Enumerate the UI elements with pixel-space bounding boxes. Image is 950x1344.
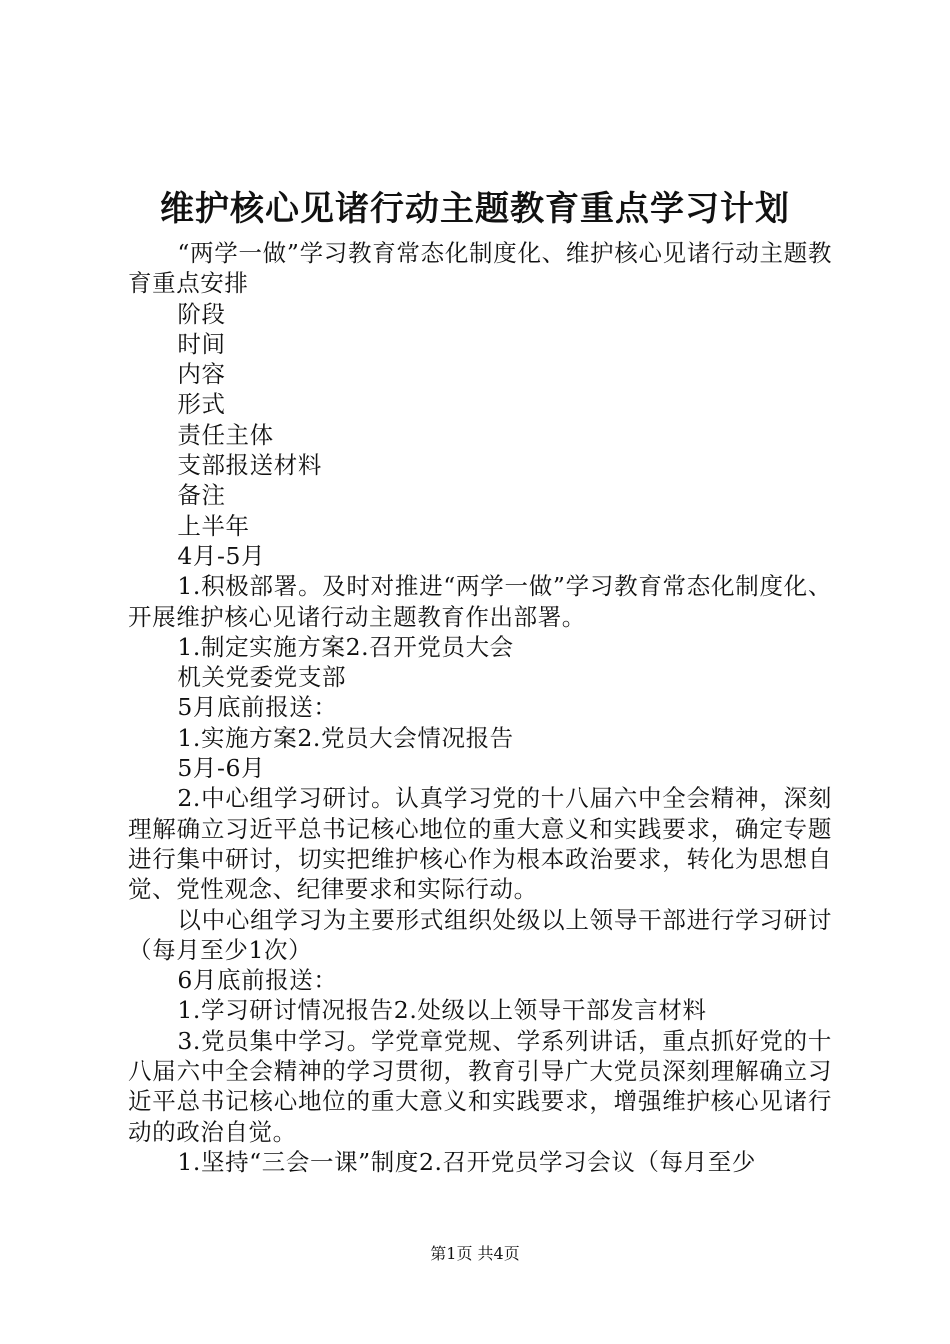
paragraph: 支部报送材料 xyxy=(177,451,322,480)
paragraph: 1.实施方案2.党员大会情况报告 xyxy=(177,723,514,752)
paragraph: 备注 xyxy=(177,481,226,510)
paragraph: 6月底前报送： xyxy=(177,966,338,995)
paragraph: 1.积极部署。及时对推进“两学一做”学习教育常态化制度化、开展维护核心见诸行动主题教育作出部署。 xyxy=(128,572,832,631)
paragraph: 阶段 xyxy=(177,299,226,328)
paragraph: 2.中心组学习研讨。认真学习党的十八届六中全会精神，深刻理解确立习近平总书记核心地位的重大意义和实践要求，确定专题进行集中研讨，切实把维护核心作为根本政治要求，转化为思想自觉、党性观念、纪律要求和实际行动。 xyxy=(128,784,832,904)
paragraph: 5月底前报送： xyxy=(177,693,338,722)
document-title: 维护核心见诸行动主题教育重点学习计划 xyxy=(160,189,790,229)
paragraph: “两学一做”学习教育常态化制度化、维护核心见诸行动主题教育重点安排 xyxy=(128,239,832,298)
paragraph: 机关党委党支部 xyxy=(177,663,347,692)
paragraph: 形式 xyxy=(177,390,226,419)
paragraph: 以中心组学习为主要形式组织处级以上领导干部进行学习研讨（每月至少1次） xyxy=(128,905,832,964)
paragraph: 5月-6月 xyxy=(177,754,266,783)
paragraph: 4月-5月 xyxy=(177,541,266,570)
paragraph: 时间 xyxy=(177,329,226,358)
paragraph: 责任主体 xyxy=(177,420,274,449)
document-body xyxy=(128,238,832,1177)
paragraph: 3.党员集中学习。学党章党规、学系列讲话，重点抓好党的十八届六中全会精神的学习贯彻，教育引导广大党员深刻理解确立习近平总书记核心地位的重大意义和实践要求，增强维护核心见诸行动的政治自觉。 xyxy=(128,1026,832,1146)
page-footer: 第1页 共4页 xyxy=(430,1244,520,1263)
paragraph: 1.制定实施方案2.召开党员大会 xyxy=(177,632,514,661)
paragraph: 内容 xyxy=(177,360,226,389)
paragraph: 1.学习研讨情况报告2.处级以上领导干部发言材料 xyxy=(177,996,707,1025)
paragraph: 上半年 xyxy=(177,511,250,540)
paragraph: 1.坚持“三会一课”制度2.召开党员学习会议（每月至少 xyxy=(177,1147,756,1176)
